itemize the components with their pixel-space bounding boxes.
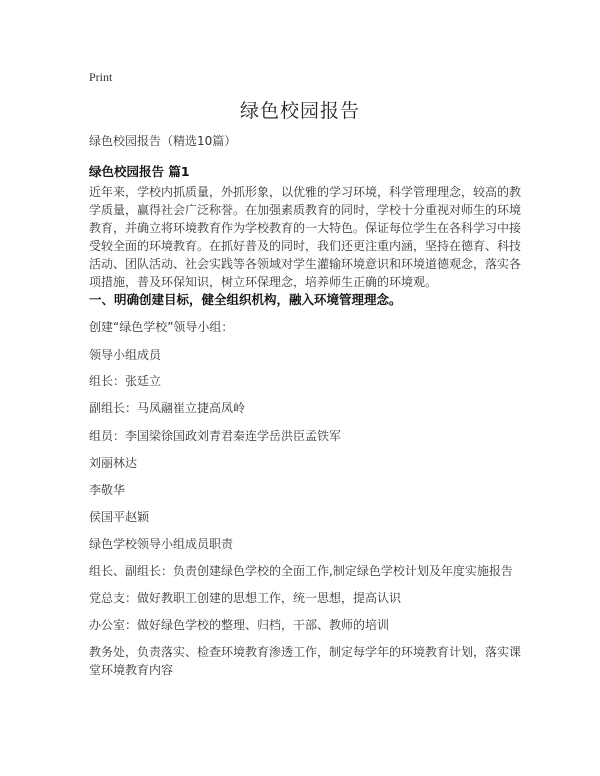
body-line: 组长：张廷立 <box>89 374 162 388</box>
body-line: 党总支：做好教职工创建的思想工作，统一思想，提高认识 <box>89 591 402 605</box>
body-line: 办公室：做好绿色学校的整理、归档，干部、教师的培训 <box>89 618 390 632</box>
body-line: 组员：李国梁徐国政刘青君秦连学岳洪臣孟铁军 <box>89 429 342 443</box>
body-line: 创建“绿色学校”领导小组： <box>89 320 234 334</box>
body-line: 侯国平赵颖 <box>89 510 150 524</box>
body-line: 刘丽林达 <box>89 456 138 470</box>
body-line: 教务处，负责落实、检查环境教育渗透工作，制定每学年的环境教育计划，落实课堂环境教育内容 <box>89 645 522 677</box>
document-title: 绿色校园报告 <box>239 100 360 122</box>
heading-goals: 一、明确创建目标，健全组织机构，融入环境管理理念。 <box>89 292 402 307</box>
document-subtitle: 绿色校园报告（精选10篇） <box>89 134 237 148</box>
print-link[interactable]: Print <box>89 70 113 84</box>
body-line: 李敬华 <box>89 483 126 497</box>
body-line: 副组长：马凤翮崔立捷高凤岭 <box>89 401 246 415</box>
body-line: 绿色学校领导小组成员职责 <box>89 537 234 551</box>
section-title: 绿色校园报告 篇1 <box>89 164 190 179</box>
intro-paragraph: 近年来，学校内抓质量，外抓形象，以优雅的学习环境，科学管理理念，较高的教学质量，赢得社会广泛称誉。在加强素质教育的同时，学校十分重视对师生的环境教育，并确立将环境教育作为学校教育的一大特色。保证每位学生在各科学习中接受较全面的环境教育。在抓好普及的同时，我们还更注重内涵，坚持在德育、科技活动、团队活动、社会实践等各领域对学生灌输环境意识和环境道德观念，落实各项措施，普及环保知识，树立环保理念，培养师生正确的环境观。 <box>89 185 522 289</box>
body-line: 组长、副组长：负责创建绿色学校的全面工作,制定绿色学校计划及年度实施报告 <box>89 564 513 578</box>
body-line: 领导小组成员 <box>89 348 162 362</box>
